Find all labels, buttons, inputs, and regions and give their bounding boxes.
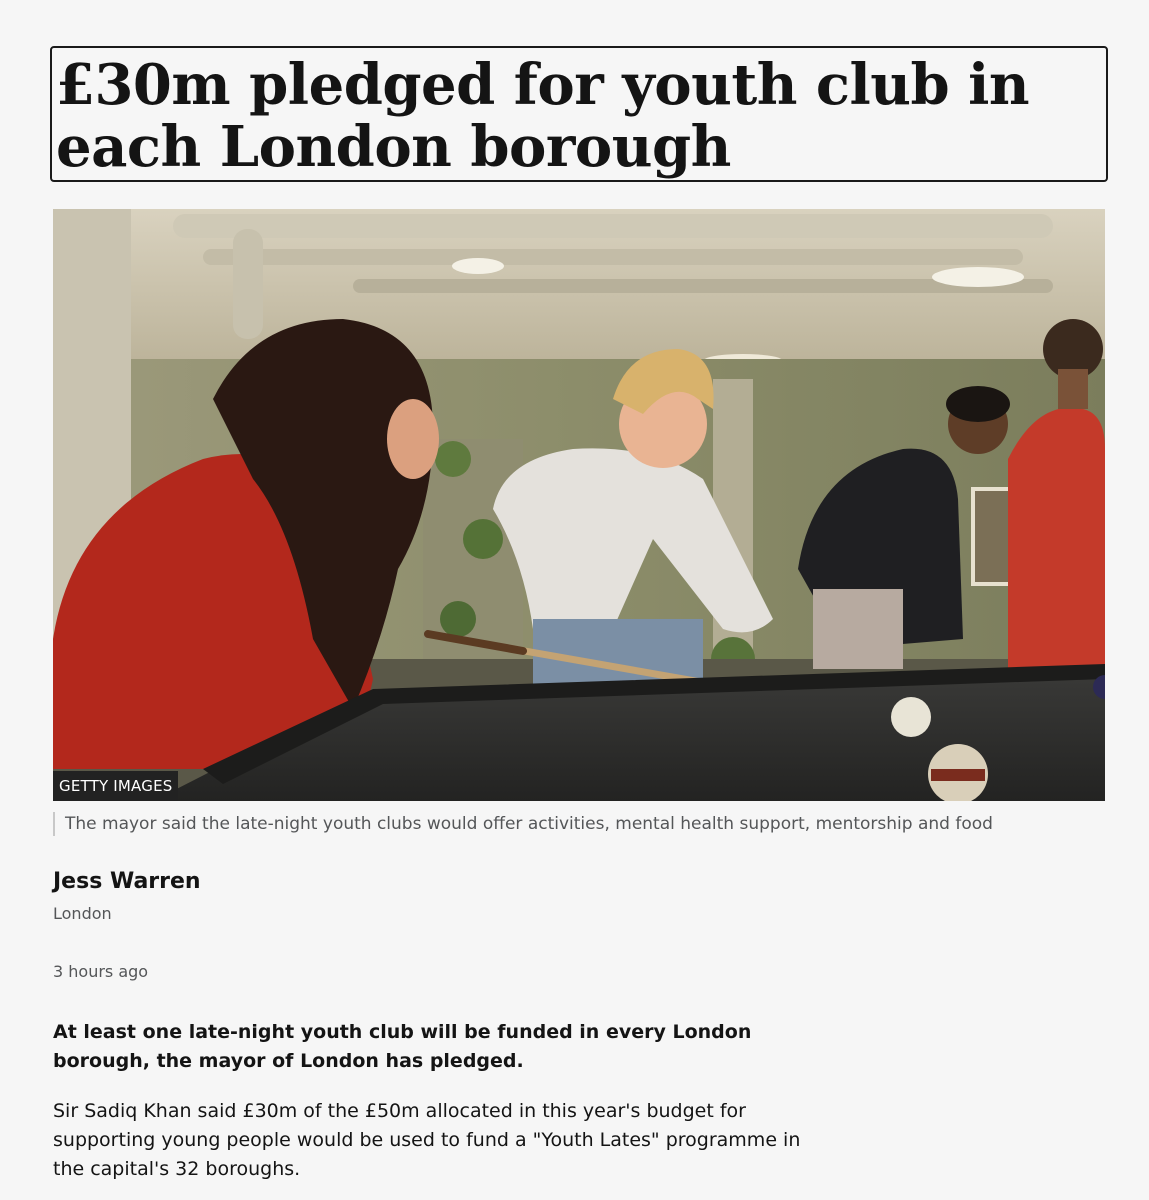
- image-credit: GETTY IMAGES: [53, 771, 178, 801]
- lead-paragraph: At least one late-night youth club will be funded in every London borough, the mayor of London has pledged.: [53, 1021, 752, 1072]
- hero-image: [53, 209, 1105, 801]
- youth-club-photo: [53, 209, 1105, 801]
- timestamp: 3 hours ago: [53, 962, 149, 981]
- headline: £30m pledged for youth club in each London borough: [56, 52, 1030, 180]
- body-paragraph: Sir Sadiq Khan said £30m of the £50m allocated in this year's budget for supporting young people would be used to fund a "Youth Lates" programme in the capital's 32 boroughs.: [53, 1100, 801, 1180]
- image-caption: The mayor said the late-night youth clubs would offer activities, mental health support, mentorship and food: [53, 812, 993, 836]
- author-location: London: [53, 904, 112, 923]
- author-name[interactable]: Jess Warren: [53, 869, 201, 894]
- headline-container: [50, 46, 1108, 182]
